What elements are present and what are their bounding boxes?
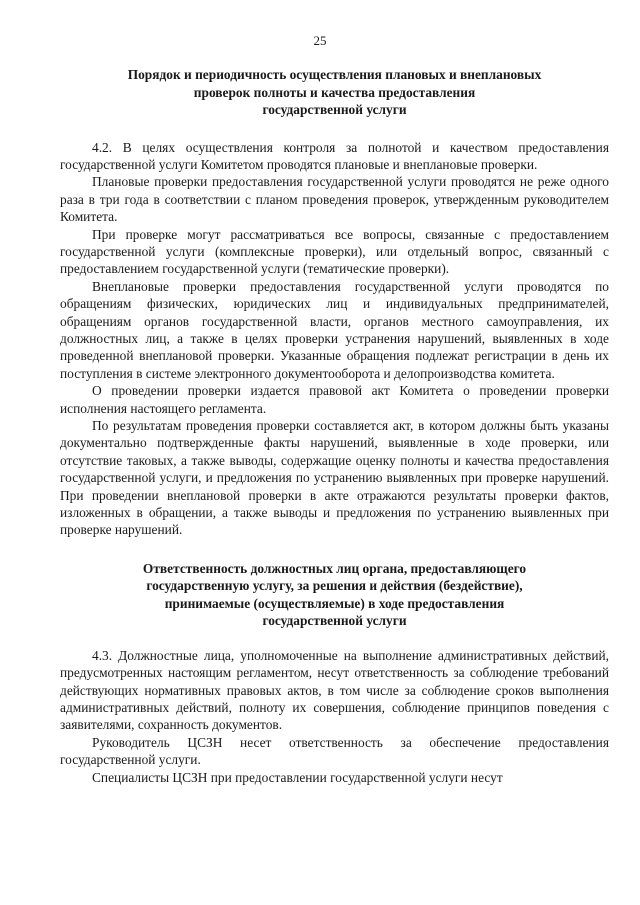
heading-line: проверок полноты и качества предоставления <box>193 84 476 100</box>
section-heading-responsibility <box>60 560 609 630</box>
heading-line: государственной услуги <box>262 102 407 117</box>
heading-line: государственной услуги <box>262 613 407 629</box>
paragraph-check-scope: При проверке могут рассматриваться все вопросы, связанные с предоставлением государственной услуги (комплексные проверки), или отдельный вопрос, связанный с предоставлением государственной услуги (тематические проверки). <box>60 226 609 277</box>
paragraph-check-results: По результатам проведения проверки составляется акт, в котором должны быть указаны документально подтвержденные факты нарушений, выявленные в ходе проверки, или отсутствие таковых, а также выводы, содержащие оценку полноты и качества предоставления государственной услуги, и предложения по устранению выявленных при проверке нарушений. При проведении внеплановой проверки в акте отражаются результаты проверки фактов, изложенных в обращении, а также выводы и предложения по устранению выявленных при проверке нарушений. <box>60 418 609 538</box>
paragraph-legal-act: О проведении проверки издается правовой акт Комитета о проведении проверки исполнения настоящего регламента. <box>60 383 609 416</box>
paragraph-4-3: 4.3. Должностные лица, уполномоченные на выполнение административных действий, предусмотренных настоящим регламентом, несут ответственность за соблюдение требований действующих нормативных правовых актов, в том числе за соблюдение сроков выполнения административных действий, полноту их совершения, соблюдение принципов поведения с заявителями, сохранность документов. <box>60 647 609 733</box>
section-heading-inspections <box>60 66 609 119</box>
paragraph-planned-checks: Плановые проверки предоставления государственной услуги проводятся не реже одного раза в три года в соответствии с планом проведения проверок, утвержденным руководителем Комитета. <box>60 174 609 225</box>
paragraph-unplanned-checks: Внеплановые проверки предоставления государственной услуги проводятся по обращениям физических, юридических лиц и индивидуальных предпринимателей, обращениям органов государственной власти, органов местного самоуправления, их должностных лиц, а также в целях проверки устранения нарушений, выявленных в ходе проведенной внеплановой проверки. Указанные обращения подлежат регистрации в день их поступления в системе электронного документооборота и делопроизводства комитета. <box>60 278 609 381</box>
paragraph-specialists: Специалисты ЦСЗН при предоставлении государственной услуги несут <box>92 769 503 785</box>
page-number: 25 <box>313 33 327 48</box>
heading-line: Порядок и периодичность осуществления плановых и внеплановых <box>127 67 542 82</box>
heading-line: принимаемые (осуществляемые) в ходе предоставления <box>164 595 505 611</box>
paragraph-4-2: 4.2. В целях осуществления контроля за полнотой и качеством предоставления государственной услуги Комитетом проводятся плановые и внеплановые проверки. <box>60 139 609 172</box>
page-content <box>60 66 609 786</box>
paragraph-head-responsibility: Руководитель ЦСЗН несет ответственность за обеспечение предоставления государственной услуги. <box>60 734 609 768</box>
heading-line: Ответственность должностных лиц органа, предоставляющего <box>142 560 527 576</box>
heading-line: государственную услугу, за решения и действия (бездействие), <box>146 578 523 594</box>
